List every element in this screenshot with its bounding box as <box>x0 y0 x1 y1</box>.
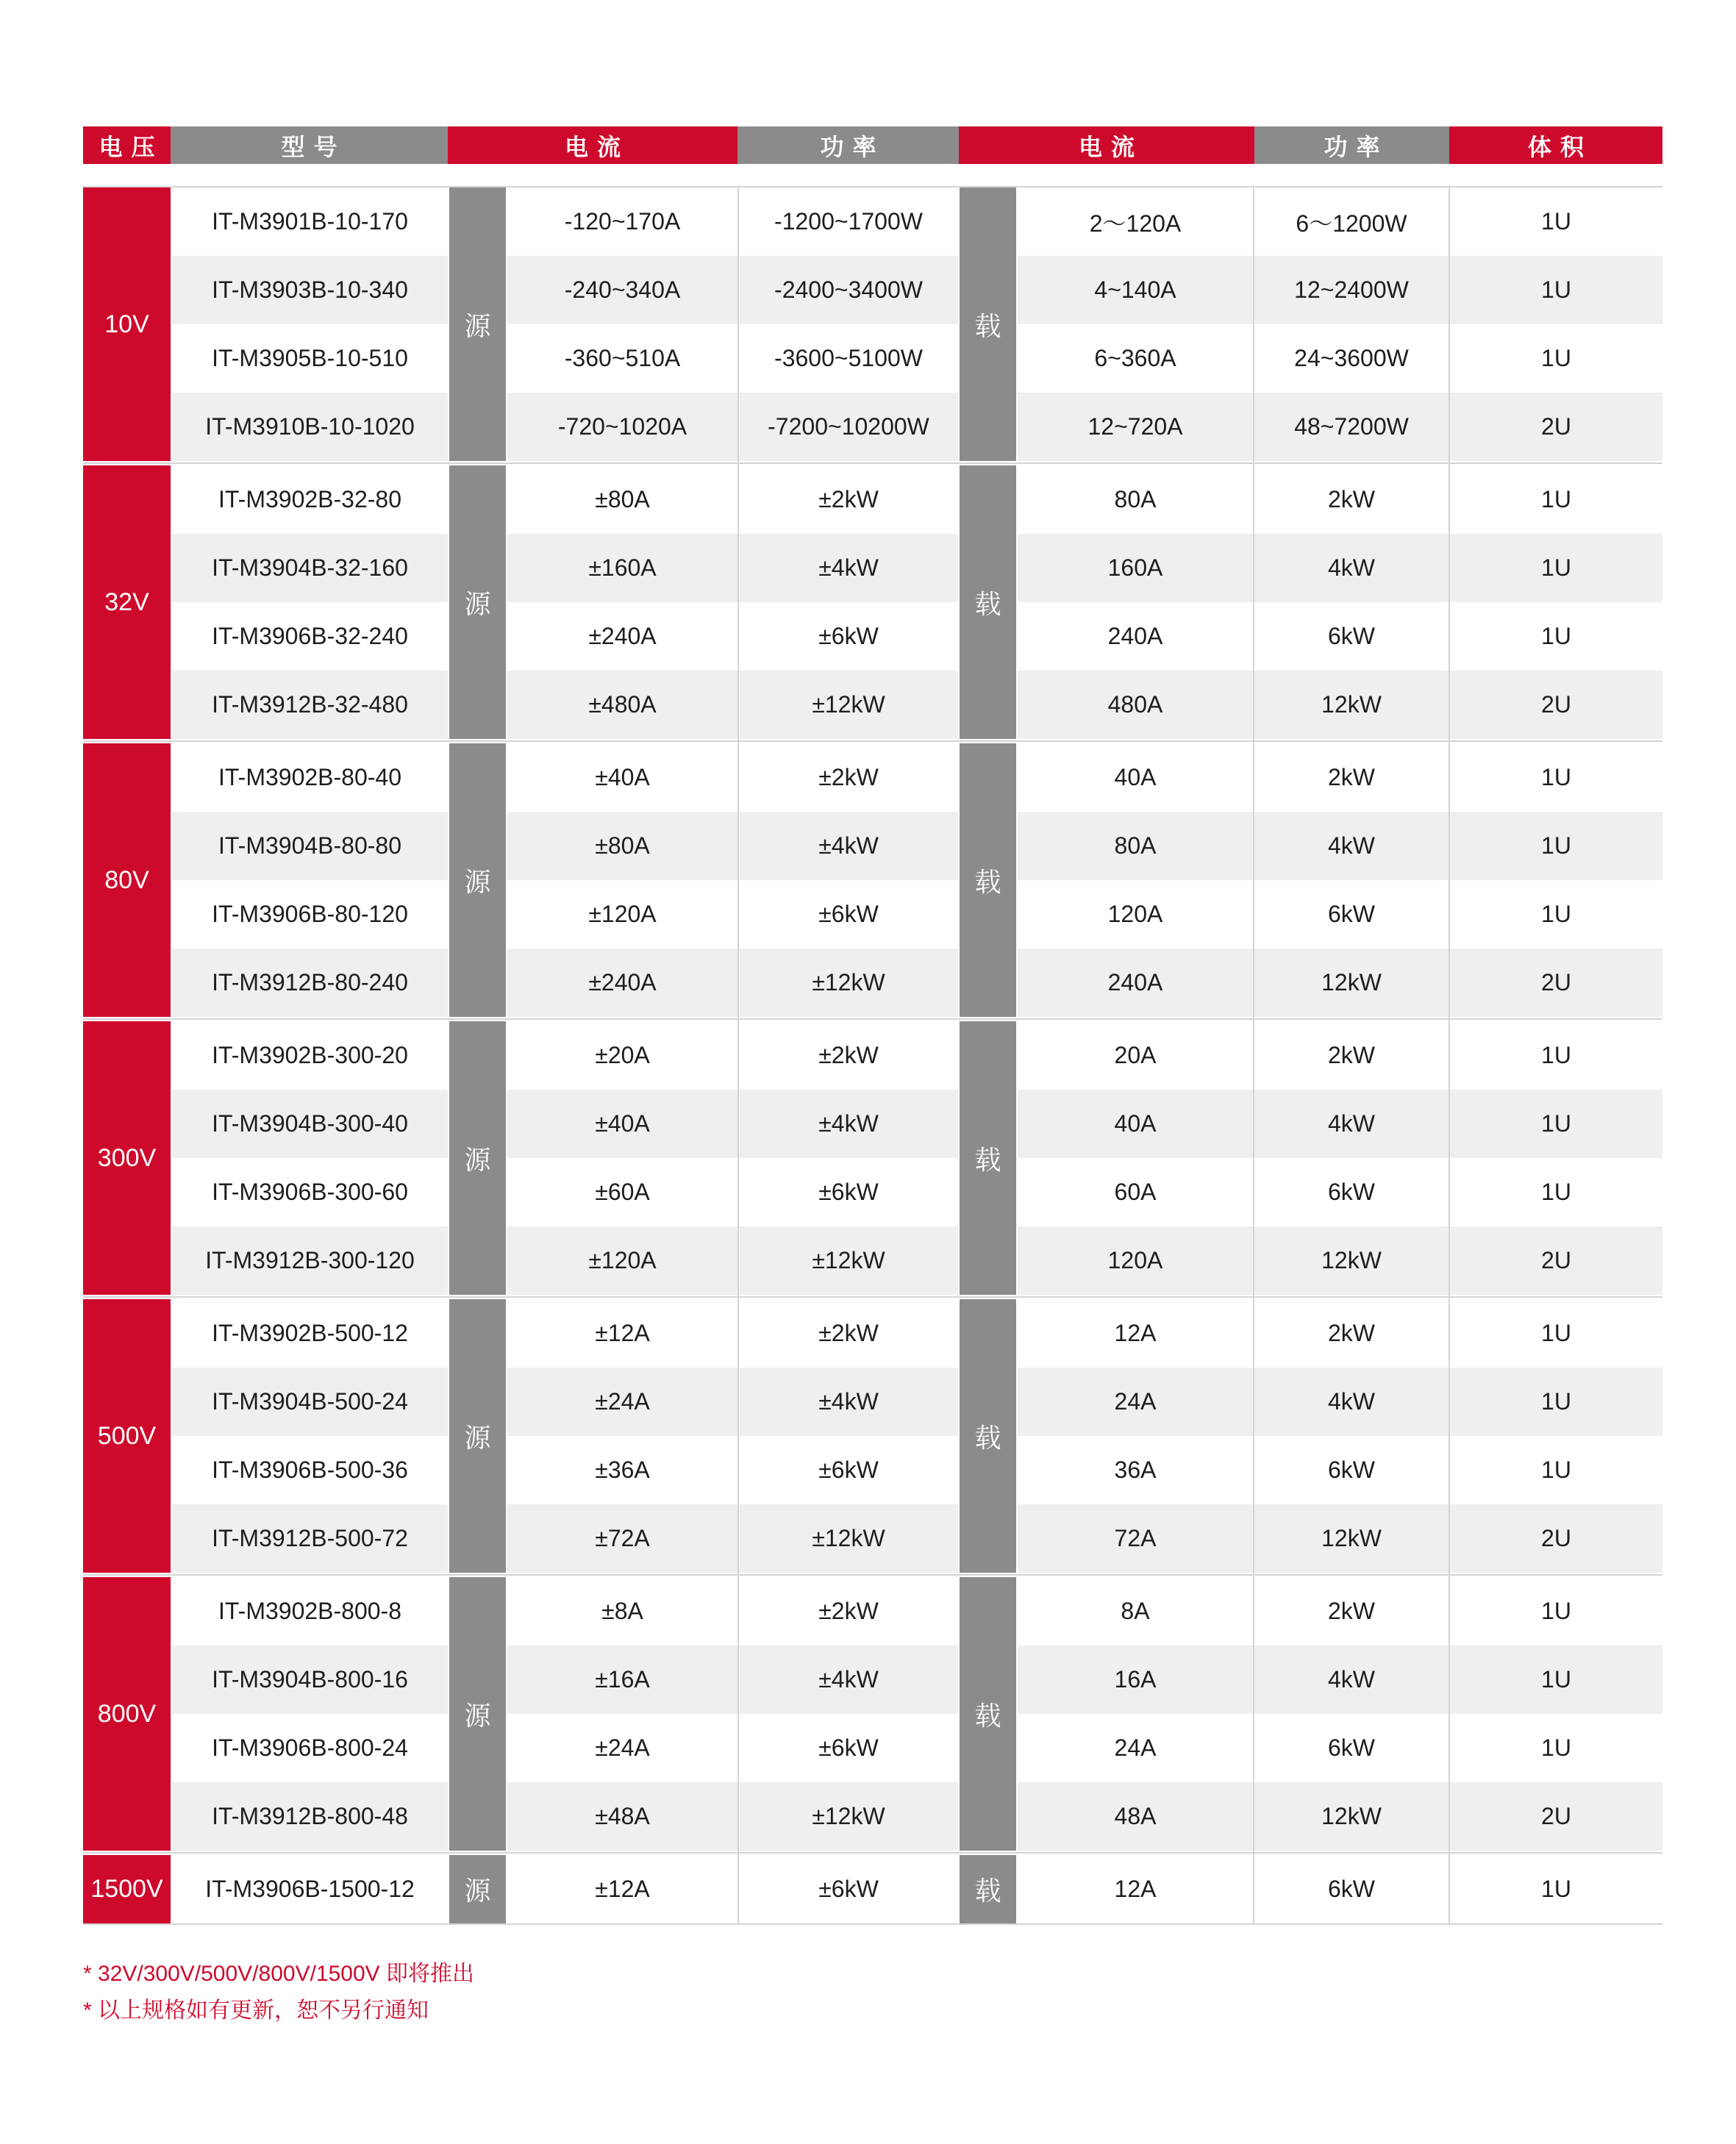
source-current-cell: ±20A <box>507 1021 737 1090</box>
load-current-cell: 6~360A <box>1018 324 1253 393</box>
load-current-cell: 80A <box>1018 812 1253 880</box>
volume-cell: 1U <box>1450 1714 1662 1782</box>
source-current-cell: ±40A <box>507 1090 737 1158</box>
source-current-cell: ±12A <box>507 1299 737 1368</box>
load-current-cell: 12A <box>1018 1855 1253 1923</box>
model-cell: IT-M3906B-1500-12 <box>172 1855 448 1923</box>
volume-cell: 1U <box>1450 1436 1662 1504</box>
load-power-cell: 6kW <box>1254 1158 1449 1226</box>
source-current-cell: ±80A <box>507 812 737 880</box>
model-cell: IT-M3902B-80-40 <box>172 743 448 812</box>
header-load-current: 电流 <box>959 126 1254 164</box>
load-current-cell: 120A <box>1018 880 1253 948</box>
source-power-cell: -7200~10200W <box>739 393 958 461</box>
load-power-cell: 2kW <box>1254 1577 1449 1645</box>
source-power-cell: ±6kW <box>739 880 958 948</box>
load-power-cell: 2kW <box>1254 1021 1449 1090</box>
volume-cell: 1U <box>1450 1090 1662 1158</box>
source-power-cell: ±6kW <box>739 1714 958 1782</box>
volume-cell: 2U <box>1450 948 1662 1017</box>
volume-cell: 1U <box>1450 1299 1662 1368</box>
load-current-cell: 20A <box>1018 1021 1253 1090</box>
voltage-section-300V <box>83 1021 1662 1295</box>
source-current-cell: ±8A <box>507 1577 737 1645</box>
source-power-cell: ±2kW <box>739 1299 958 1368</box>
source-power-cell: ±6kW <box>739 1436 958 1504</box>
model-cell: IT-M3910B-10-1020 <box>172 393 448 461</box>
volume-cell: 1U <box>1450 743 1662 812</box>
model-cell: IT-M3904B-80-80 <box>172 812 448 880</box>
load-power-cell: 6kW <box>1254 1436 1449 1504</box>
model-cell: IT-M3912B-300-120 <box>172 1226 448 1295</box>
voltage-section-80V <box>83 743 1662 1017</box>
load-current-cell: 240A <box>1018 948 1253 1017</box>
load-power-cell: 24~3600W <box>1254 324 1449 393</box>
load-current-cell: 480A <box>1018 671 1253 739</box>
model-cell: IT-M3904B-500-24 <box>172 1368 448 1436</box>
volume-cell: 1U <box>1450 812 1662 880</box>
source-power-cell: ±4kW <box>739 1368 958 1436</box>
load-current-cell: 80A <box>1018 465 1253 534</box>
table-body <box>83 186 1662 1925</box>
volume-cell: 1U <box>1450 465 1662 534</box>
model-cell: IT-M3905B-10-510 <box>172 324 448 393</box>
table-header-row <box>83 126 1662 164</box>
source-power-cell: ±6kW <box>739 1855 958 1923</box>
load-current-cell: 160A <box>1018 534 1253 602</box>
load-power-cell: 4kW <box>1254 1645 1449 1714</box>
source-power-cell: ±12kW <box>739 1226 958 1295</box>
header-voltage: 电压 <box>83 126 171 164</box>
source-band: 源 <box>449 187 506 461</box>
source-current-cell: ±120A <box>507 1226 737 1295</box>
model-cell: IT-M3902B-300-20 <box>172 1021 448 1090</box>
source-band: 源 <box>449 1021 506 1295</box>
load-power-cell: 4kW <box>1254 1090 1449 1158</box>
load-power-cell: 6kW <box>1254 602 1449 671</box>
source-power-cell: ±4kW <box>739 534 958 602</box>
model-spec-table <box>83 126 1662 1925</box>
load-power-cell: 12kW <box>1254 1782 1449 1851</box>
load-current-cell: 72A <box>1018 1504 1253 1573</box>
load-power-cell: 2kW <box>1254 1299 1449 1368</box>
source-current-cell: ±72A <box>507 1504 737 1573</box>
load-power-cell: 6kW <box>1254 1855 1449 1923</box>
model-cell: IT-M3906B-80-120 <box>172 880 448 948</box>
load-current-cell: 4~140A <box>1018 256 1253 324</box>
header-src-power: 功率 <box>737 126 959 164</box>
load-power-cell: 2kW <box>1254 465 1449 534</box>
load-current-cell: 240A <box>1018 602 1253 671</box>
volume-cell: 1U <box>1450 1158 1662 1226</box>
model-cell: IT-M3906B-300-60 <box>172 1158 448 1226</box>
load-power-cell: 6kW <box>1254 880 1449 948</box>
model-cell: IT-M3912B-800-48 <box>172 1782 448 1851</box>
source-current-cell: ±36A <box>507 1436 737 1504</box>
source-power-cell: -2400~3400W <box>739 256 958 324</box>
voltage-section-500V <box>83 1299 1662 1573</box>
voltage-cell: 500V <box>83 1299 171 1573</box>
header-body-gap <box>83 164 1662 186</box>
source-current-cell: -720~1020A <box>507 393 737 461</box>
source-band: 源 <box>449 1577 506 1851</box>
volume-cell: 1U <box>1450 880 1662 948</box>
source-band: 源 <box>449 465 506 739</box>
model-cell: IT-M3904B-32-160 <box>172 534 448 602</box>
model-cell: IT-M3912B-80-240 <box>172 948 448 1017</box>
source-current-cell: ±160A <box>507 534 737 602</box>
volume-cell: 2U <box>1450 1504 1662 1573</box>
source-current-cell: -120~170A <box>507 187 737 256</box>
voltage-cell: 80V <box>83 743 171 1017</box>
source-band: 源 <box>449 1855 506 1923</box>
load-current-cell: 40A <box>1018 743 1253 812</box>
source-power-cell: ±4kW <box>739 812 958 880</box>
model-cell: IT-M3912B-32-480 <box>172 671 448 739</box>
load-current-cell: 12~720A <box>1018 393 1253 461</box>
source-current-cell: ±60A <box>507 1158 737 1226</box>
load-current-cell: 36A <box>1018 1436 1253 1504</box>
source-power-cell: ±2kW <box>739 1021 958 1090</box>
source-band: 源 <box>449 743 506 1017</box>
source-power-cell: ±12kW <box>739 948 958 1017</box>
source-power-cell: ±6kW <box>739 602 958 671</box>
footnote-coming-soon: * 32V/300V/500V/800V/1500V 即将推出 <box>83 1962 475 1986</box>
grid-line-volume <box>1449 186 1450 1925</box>
load-current-cell: 12A <box>1018 1299 1253 1368</box>
source-power-cell: ±4kW <box>739 1090 958 1158</box>
load-power-cell: 2kW <box>1254 743 1449 812</box>
load-current-cell: 120A <box>1018 1226 1253 1295</box>
load-power-cell: 12~2400W <box>1254 256 1449 324</box>
source-current-cell: ±24A <box>507 1368 737 1436</box>
source-power-cell: -3600~5100W <box>739 324 958 393</box>
volume-cell: 1U <box>1450 1577 1662 1645</box>
volume-cell: 1U <box>1450 187 1662 256</box>
voltage-cell: 1500V <box>83 1855 171 1923</box>
model-cell: IT-M3901B-10-170 <box>172 187 448 256</box>
load-power-cell: 48~7200W <box>1254 393 1449 461</box>
voltage-cell: 300V <box>83 1021 171 1295</box>
load-band: 载 <box>960 465 1016 739</box>
voltage-section-10V <box>83 187 1662 461</box>
model-cell: IT-M3904B-300-40 <box>172 1090 448 1158</box>
load-power-cell: 4kW <box>1254 1368 1449 1436</box>
model-cell: IT-M3906B-32-240 <box>172 602 448 671</box>
voltage-section-800V <box>83 1577 1662 1851</box>
load-power-cell: 12kW <box>1254 1226 1449 1295</box>
load-current-cell: 24A <box>1018 1368 1253 1436</box>
load-band: 载 <box>960 1021 1016 1295</box>
source-current-cell: ±480A <box>507 671 737 739</box>
volume-cell: 1U <box>1450 534 1662 602</box>
source-current-cell: -240~340A <box>507 256 737 324</box>
model-cell: IT-M3902B-500-12 <box>172 1299 448 1368</box>
source-band: 源 <box>449 1299 506 1573</box>
source-power-cell: ±12kW <box>739 671 958 739</box>
model-cell: IT-M3912B-500-72 <box>172 1504 448 1573</box>
volume-cell: 1U <box>1450 1645 1662 1714</box>
grid-line-load-power <box>1253 186 1254 1925</box>
volume-cell: 1U <box>1450 1368 1662 1436</box>
source-current-cell: ±16A <box>507 1645 737 1714</box>
source-current-cell: ±40A <box>507 743 737 812</box>
source-power-cell: ±2kW <box>739 465 958 534</box>
load-power-cell: 12kW <box>1254 1504 1449 1573</box>
grid-line-src-power <box>737 186 739 1925</box>
source-power-cell: ±4kW <box>739 1645 958 1714</box>
header-volume: 体积 <box>1449 126 1662 164</box>
source-power-cell: ±12kW <box>739 1504 958 1573</box>
model-cell: IT-M3904B-800-16 <box>172 1645 448 1714</box>
voltage-section-32V <box>83 465 1662 739</box>
voltage-cell: 800V <box>83 1577 171 1851</box>
source-power-cell: ±2kW <box>739 743 958 812</box>
voltage-cell: 10V <box>83 187 171 461</box>
source-current-cell: ±12A <box>507 1855 737 1923</box>
load-current-cell: 8A <box>1018 1577 1253 1645</box>
source-power-cell: ±2kW <box>739 1577 958 1645</box>
source-power-cell: ±6kW <box>739 1158 958 1226</box>
source-current-cell: ±240A <box>507 602 737 671</box>
body-bottom-rule <box>83 1923 1662 1925</box>
source-current-cell: -360~510A <box>507 324 737 393</box>
load-band: 载 <box>960 187 1016 461</box>
volume-cell: 2U <box>1450 1226 1662 1295</box>
model-cell: IT-M3902B-32-80 <box>172 465 448 534</box>
source-power-cell: ±12kW <box>739 1782 958 1851</box>
load-current-cell: 16A <box>1018 1645 1253 1714</box>
load-band: 载 <box>960 1299 1016 1573</box>
model-cell: IT-M3903B-10-340 <box>172 256 448 324</box>
source-current-cell: ±240A <box>507 948 737 1017</box>
load-power-cell: 12kW <box>1254 671 1449 739</box>
source-power-cell: -1200~1700W <box>739 187 958 256</box>
footnote-spec-changes: * 以上规格如有更新，恕不另行通知 <box>83 1998 429 2023</box>
load-band: 载 <box>960 743 1016 1017</box>
footnotes <box>83 1956 474 2029</box>
volume-cell: 2U <box>1450 671 1662 739</box>
load-current-cell: 48A <box>1018 1782 1253 1851</box>
load-band: 载 <box>960 1577 1016 1851</box>
model-cell: IT-M3906B-500-36 <box>172 1436 448 1504</box>
header-src-current: 电流 <box>448 126 737 164</box>
load-current-cell: 2～120A <box>1018 187 1253 256</box>
load-power-cell: 12kW <box>1254 948 1449 1017</box>
load-power-cell: 6～1200W <box>1254 187 1449 256</box>
model-cell: IT-M3906B-800-24 <box>172 1714 448 1782</box>
model-cell: IT-M3902B-800-8 <box>172 1577 448 1645</box>
header-load-power: 功率 <box>1254 126 1449 164</box>
source-current-cell: ±80A <box>507 465 737 534</box>
load-power-cell: 4kW <box>1254 534 1449 602</box>
load-power-cell: 6kW <box>1254 1714 1449 1782</box>
load-power-cell: 4kW <box>1254 812 1449 880</box>
volume-cell: 2U <box>1450 1782 1662 1851</box>
source-current-cell: ±24A <box>507 1714 737 1782</box>
source-current-cell: ±48A <box>507 1782 737 1851</box>
volume-cell: 1U <box>1450 1855 1662 1923</box>
volume-cell: 1U <box>1450 256 1662 324</box>
load-current-cell: 40A <box>1018 1090 1253 1158</box>
volume-cell: 1U <box>1450 602 1662 671</box>
volume-cell: 1U <box>1450 1021 1662 1090</box>
load-current-cell: 60A <box>1018 1158 1253 1226</box>
source-current-cell: ±120A <box>507 880 737 948</box>
load-current-cell: 24A <box>1018 1714 1253 1782</box>
load-band: 载 <box>960 1855 1016 1923</box>
header-model: 型号 <box>171 126 448 164</box>
voltage-cell: 32V <box>83 465 171 739</box>
voltage-section-1500V <box>83 1855 1662 1923</box>
volume-cell: 2U <box>1450 393 1662 461</box>
volume-cell: 1U <box>1450 324 1662 393</box>
